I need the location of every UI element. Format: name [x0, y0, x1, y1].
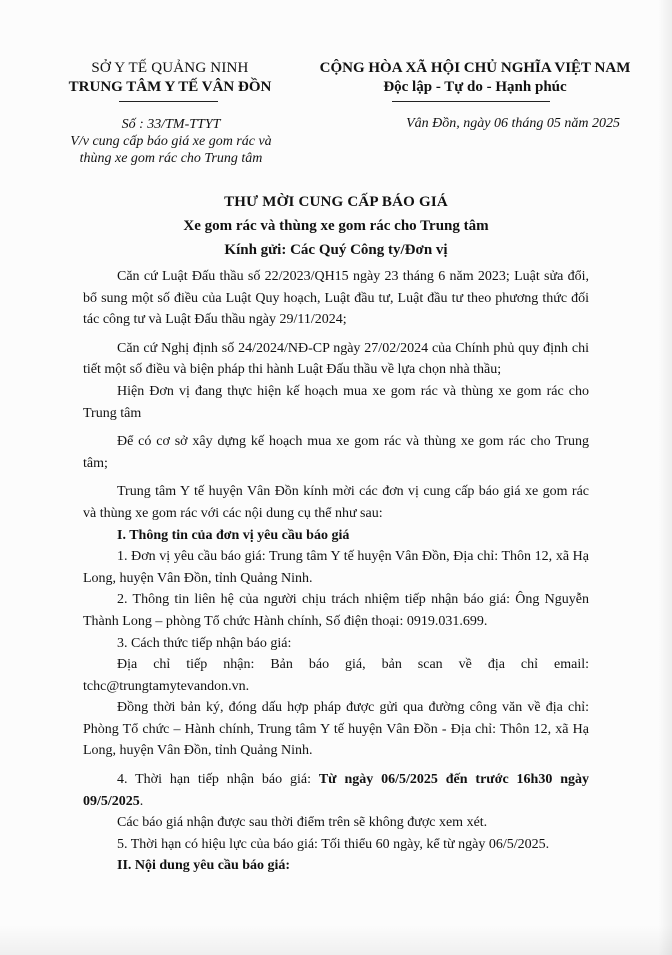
document-reference: [55, 116, 287, 167]
motto-underline: [392, 101, 550, 102]
item-4-late-note: Các báo giá nhận được sau thời điểm trên sẽ không được xem xét.: [117, 815, 488, 831]
scan-shadow-bottom: [0, 925, 672, 955]
subject-line-1: V/v cung cấp báo giá xe gom rác và: [70, 134, 272, 149]
letter-recipient: Kính gửi: Các Quý Công ty/Đơn vị: [224, 242, 448, 258]
item-1-requesting-unit: 1. Đơn vị yêu cầu báo giá: Trung tâm Y tế huyện Vân Đồn, Địa chỉ: Thôn 12, xã Hạ Long, huyện Vân Đồn, tỉnh Quảng Ninh.: [83, 549, 589, 586]
item-5-validity: 5. Thời hạn có hiệu lực của báo giá: Tối thiểu 60 ngày, kể từ ngày 06/5/2025.: [117, 836, 550, 852]
item-3a-email-address: Địa chỉ tiếp nhận: Bản báo giá, bản scan về địa chỉ email: tchc@trungtamytevandon.vn.: [83, 657, 589, 694]
purpose-paragraph: Để có cơ sở xây dựng kế hoạch mua xe gom rác và thùng xe gom rác cho Trung tâm;: [83, 434, 589, 471]
parent-agency: SỞ Y TẾ QUẢNG NINH: [91, 60, 249, 76]
legal-basis-1: Căn cứ Luật Đấu thầu số 22/2023/QH15 ngày 23 tháng 6 năm 2023; Luật sửa đổi, bổ sung một số điều của Luật Quy hoạch, Luật đầu tư, Luật đầu tư theo phương thức đối tác công tư và Luật Đấu thầu ngày 29/11/2024;: [83, 269, 589, 328]
issuer-header: [55, 59, 285, 97]
item-4-label: 4. Thời hạn tiếp nhận báo giá:: [117, 772, 319, 788]
item-4-period: .: [139, 793, 144, 809]
issuer-underline: [119, 101, 218, 102]
letter-title-block: [0, 190, 672, 262]
item-4-date-range: Từ ngày 06/5/2025 đến trước 16h30 ngày 09/5/2025: [83, 772, 589, 809]
document-number: Số : 33/TM-TTYT: [121, 117, 221, 132]
place-and-date: Vân Đồn, ngày 06 tháng 05 năm 2025: [406, 116, 620, 131]
legal-basis-2: Căn cứ Nghị định số 24/2024/NĐ-CP ngày 27/02/2024 của Chính phủ quy định chi tiết một số điều và biện pháp thi hành Luật Đấu thầu về lựa chọn nhà thầu;: [83, 340, 589, 378]
letter-subtitle: Xe gom rác và thùng xe gom rác cho Trung tâm: [183, 218, 489, 234]
item-3-receipt-method: 3. Cách thức tiếp nhận báo giá:: [117, 635, 292, 651]
subject-line-2: thùng xe gom rác cho Trung tâm: [79, 151, 263, 166]
section-2-heading: II. Nội dung yêu cầu báo giá:: [117, 858, 291, 874]
country-name: CỘNG HÒA XÃ HỘI CHỦ NGHĨA VIỆT NAM: [319, 60, 631, 76]
issuing-organization: TRUNG TÂM Y TẾ VÂN ĐỒN: [68, 79, 272, 95]
letter-body: [83, 266, 589, 877]
letter-title: THƯ MỜI CUNG CẤP BÁO GIÁ: [224, 194, 448, 210]
scan-shadow-right: [658, 0, 672, 955]
invitation-paragraph: Trung tâm Y tế huyện Vân Đồn kính mời các đơn vị cung cấp báo giá xe gom rác và thùng xe gom rác với các nội dung cụ thể như sau:: [83, 484, 589, 521]
national-header: [295, 59, 655, 97]
national-motto: Độc lập - Tự do - Hạnh phúc: [383, 79, 567, 95]
item-3b-postal-address: Đồng thời bản ký, đóng dấu hợp pháp được gửi qua đường công văn về địa chỉ: Phòng Tổ chức – Hành chính, Trung tâm Y tế huyện Vân Đồn - Địa chỉ: Thôn 12, xã Hạ Long, huyện Vân Đồn, tỉnh Quảng Ninh.: [83, 700, 589, 759]
item-4-deadline: [83, 769, 589, 812]
current-status-paragraph: Hiện Đơn vị đang thực hiện kế hoạch mua xe gom rác và thùng xe gom rác cho Trung tâm: [83, 383, 589, 421]
item-2-contact-info: 2. Thông tin liên hệ của người chịu trách nhiệm tiếp nhận báo giá: Ông Nguyễn Thành Long – phòng Tổ chức Hành chính, Số điện thoại: 0919.031.699.: [83, 592, 589, 629]
section-1-heading: I. Thông tin của đơn vị yêu cầu báo giá: [117, 527, 350, 543]
